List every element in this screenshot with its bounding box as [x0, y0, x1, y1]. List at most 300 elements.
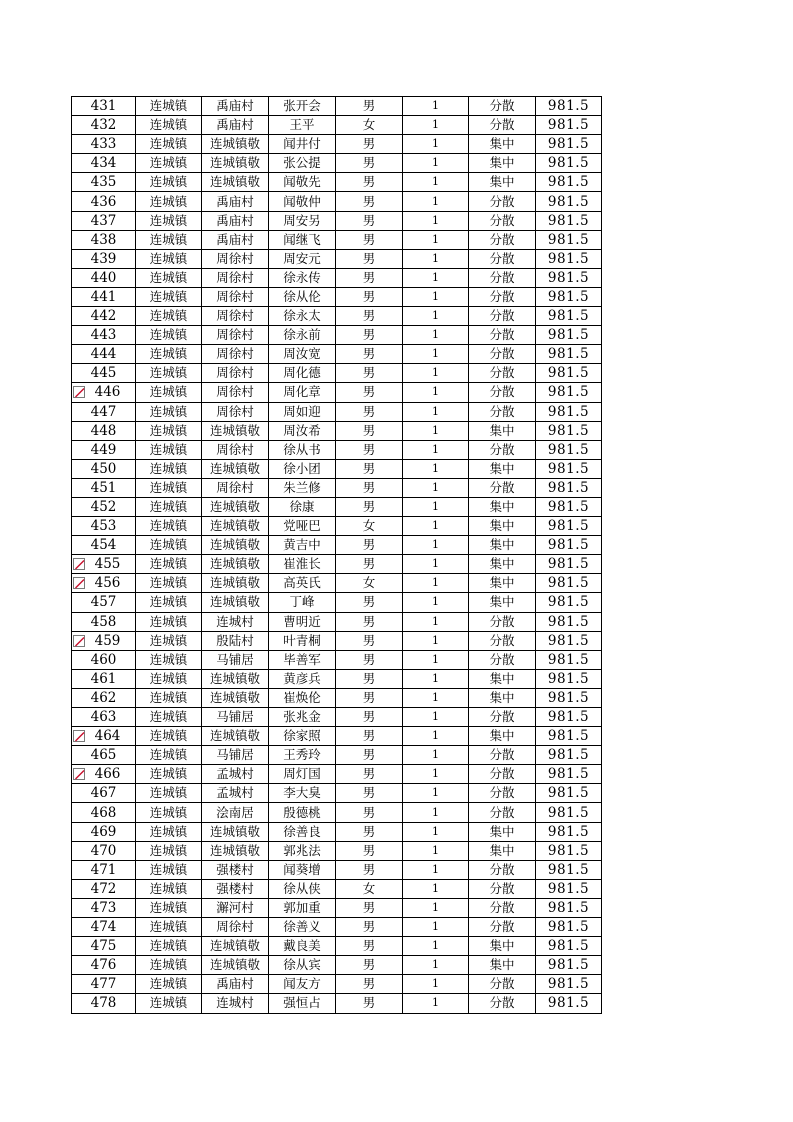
table-row	[72, 478, 602, 497]
village-cell: 殷陆村	[202, 631, 269, 650]
row-number-cell	[72, 765, 136, 784]
town-cell: 连城镇	[136, 135, 202, 154]
village-cell: 周徐村	[202, 287, 269, 306]
table-row	[72, 860, 602, 879]
count-cell: 1	[403, 116, 469, 135]
support-type-cell: 集中	[469, 459, 536, 478]
row-number-label: 456	[94, 575, 121, 592]
support-type-cell: 集中	[469, 669, 536, 688]
town-cell: 连城镇	[136, 879, 202, 898]
town-cell: 连城镇	[136, 536, 202, 555]
village-cell: 孟城村	[202, 784, 269, 803]
row-number-cell	[72, 574, 136, 593]
count-cell: 1	[403, 727, 469, 746]
support-type-cell: 分散	[469, 345, 536, 364]
amount-cell: 981.5	[536, 841, 602, 860]
table-row	[72, 211, 602, 230]
count-cell: 1	[403, 669, 469, 688]
table-row	[72, 898, 602, 917]
village-cell: 连城镇敬	[202, 154, 269, 173]
name-cell: 周安另	[269, 211, 336, 230]
amount-cell: 981.5	[536, 708, 602, 727]
support-type-cell: 分散	[469, 249, 536, 268]
town-cell: 连城镇	[136, 860, 202, 879]
support-type-cell: 分散	[469, 746, 536, 765]
support-type-cell: 集中	[469, 135, 536, 154]
count-cell: 1	[403, 364, 469, 383]
sex-cell: 男	[336, 669, 403, 688]
comment-marker-icon[interactable]	[73, 386, 85, 398]
sex-cell: 男	[336, 173, 403, 192]
count-cell: 1	[403, 268, 469, 287]
sex-cell: 男	[336, 765, 403, 784]
sex-cell: 男	[336, 612, 403, 631]
row-number-cell: 449	[72, 440, 136, 459]
amount-cell: 981.5	[536, 746, 602, 765]
table-row	[72, 440, 602, 459]
village-cell: 连城镇敬	[202, 421, 269, 440]
count-cell: 1	[403, 97, 469, 116]
name-cell: 郭兆法	[269, 841, 336, 860]
name-cell: 周安元	[269, 249, 336, 268]
sex-cell: 男	[336, 898, 403, 917]
amount-cell: 981.5	[536, 536, 602, 555]
row-number-cell: 453	[72, 517, 136, 536]
row-number-cell: 452	[72, 497, 136, 516]
count-cell: 1	[403, 593, 469, 612]
row-number-cell: 461	[72, 669, 136, 688]
row-number-cell: 451	[72, 478, 136, 497]
amount-cell: 981.5	[536, 497, 602, 516]
village-cell: 周徐村	[202, 326, 269, 345]
sex-cell: 女	[336, 116, 403, 135]
row-number-label: 464	[94, 728, 121, 745]
sex-cell: 女	[336, 574, 403, 593]
town-cell: 连城镇	[136, 841, 202, 860]
count-cell: 1	[403, 402, 469, 421]
village-cell: 马铺居	[202, 746, 269, 765]
support-type-cell: 分散	[469, 860, 536, 879]
amount-cell: 981.5	[536, 459, 602, 478]
support-type-cell: 分散	[469, 898, 536, 917]
row-number-cell	[72, 383, 136, 402]
amount-cell: 981.5	[536, 574, 602, 593]
sex-cell: 男	[336, 97, 403, 116]
count-cell: 1	[403, 937, 469, 956]
amount-cell: 981.5	[536, 421, 602, 440]
town-cell: 连城镇	[136, 727, 202, 746]
row-number-cell: 448	[72, 421, 136, 440]
row-number-cell: 477	[72, 975, 136, 994]
support-type-cell: 分散	[469, 994, 536, 1013]
table-row	[72, 345, 602, 364]
count-cell: 1	[403, 154, 469, 173]
count-cell: 1	[403, 497, 469, 516]
row-number-cell: 431	[72, 97, 136, 116]
row-number-label: 466	[94, 766, 121, 783]
name-cell: 徐善义	[269, 918, 336, 937]
village-cell: 澥河村	[202, 898, 269, 917]
village-cell: 连城镇敬	[202, 135, 269, 154]
amount-cell: 981.5	[536, 784, 602, 803]
amount-cell: 981.5	[536, 383, 602, 402]
sex-cell: 男	[336, 307, 403, 326]
village-cell: 连城村	[202, 994, 269, 1013]
support-type-cell: 分散	[469, 650, 536, 669]
name-cell: 毕善军	[269, 650, 336, 669]
name-cell: 党哑巴	[269, 517, 336, 536]
row-number-label: 455	[94, 556, 121, 573]
name-cell: 闻继飞	[269, 230, 336, 249]
table-row	[72, 574, 602, 593]
count-cell: 1	[403, 650, 469, 669]
table-row	[72, 803, 602, 822]
amount-cell: 981.5	[536, 727, 602, 746]
sex-cell: 男	[336, 459, 403, 478]
row-number-cell: 468	[72, 803, 136, 822]
row-number-cell	[72, 727, 136, 746]
table-row	[72, 841, 602, 860]
row-number-cell: 443	[72, 326, 136, 345]
table-row	[72, 593, 602, 612]
name-cell: 徐善良	[269, 822, 336, 841]
support-type-cell: 分散	[469, 975, 536, 994]
amount-cell: 981.5	[536, 287, 602, 306]
name-cell: 徐小团	[269, 459, 336, 478]
town-cell: 连城镇	[136, 364, 202, 383]
support-type-cell: 集中	[469, 841, 536, 860]
village-cell: 周徐村	[202, 383, 269, 402]
village-cell: 连城镇敬	[202, 536, 269, 555]
sex-cell: 男	[336, 287, 403, 306]
support-type-cell: 集中	[469, 593, 536, 612]
village-cell: 连城镇敬	[202, 669, 269, 688]
name-cell: 徐康	[269, 497, 336, 516]
town-cell: 连城镇	[136, 154, 202, 173]
sex-cell: 男	[336, 650, 403, 669]
name-cell: 徐从书	[269, 440, 336, 459]
row-number-label: 459	[94, 632, 121, 649]
table-row	[72, 268, 602, 287]
town-cell: 连城镇	[136, 822, 202, 841]
count-cell: 1	[403, 192, 469, 211]
table-row	[72, 116, 602, 135]
amount-cell: 981.5	[536, 116, 602, 135]
row-number-cell: 433	[72, 135, 136, 154]
sex-cell: 男	[336, 211, 403, 230]
row-number-cell: 476	[72, 956, 136, 975]
amount-cell: 981.5	[536, 364, 602, 383]
table-row	[72, 555, 602, 574]
row-number-cell: 462	[72, 688, 136, 707]
table-row	[72, 975, 602, 994]
village-cell: 连城镇敬	[202, 841, 269, 860]
count-cell: 1	[403, 326, 469, 345]
table-row	[72, 173, 602, 192]
row-number-cell: 465	[72, 746, 136, 765]
table-row	[72, 669, 602, 688]
table-row	[72, 631, 602, 650]
support-type-cell: 集中	[469, 937, 536, 956]
row-number-cell: 473	[72, 898, 136, 917]
village-cell: 周徐村	[202, 440, 269, 459]
village-cell: 周徐村	[202, 307, 269, 326]
count-cell: 1	[403, 307, 469, 326]
table-row	[72, 918, 602, 937]
town-cell: 连城镇	[136, 249, 202, 268]
count-cell: 1	[403, 478, 469, 497]
comment-marker-icon[interactable]	[73, 577, 85, 589]
table-row	[72, 765, 602, 784]
name-cell: 张公提	[269, 154, 336, 173]
support-type-cell: 分散	[469, 765, 536, 784]
row-number-cell: 474	[72, 918, 136, 937]
sex-cell: 男	[336, 956, 403, 975]
row-number-cell: 478	[72, 994, 136, 1013]
name-cell: 闻井付	[269, 135, 336, 154]
comment-marker-icon[interactable]	[73, 558, 85, 570]
village-cell: 连城镇敬	[202, 574, 269, 593]
row-number-cell	[72, 555, 136, 574]
table-row	[72, 154, 602, 173]
village-cell: 周徐村	[202, 402, 269, 421]
table-row	[72, 994, 602, 1013]
sex-cell: 男	[336, 937, 403, 956]
count-cell: 1	[403, 822, 469, 841]
table-row	[72, 364, 602, 383]
amount-cell: 981.5	[536, 879, 602, 898]
count-cell: 1	[403, 612, 469, 631]
count-cell: 1	[403, 383, 469, 402]
amount-cell: 981.5	[536, 631, 602, 650]
amount-cell: 981.5	[536, 612, 602, 631]
amount-cell: 981.5	[536, 154, 602, 173]
amount-cell: 981.5	[536, 192, 602, 211]
row-number-cell: 475	[72, 937, 136, 956]
support-type-cell: 分散	[469, 364, 536, 383]
support-type-cell: 集中	[469, 574, 536, 593]
town-cell: 连城镇	[136, 994, 202, 1013]
village-cell: 禹庙村	[202, 211, 269, 230]
name-cell: 戴良美	[269, 937, 336, 956]
count-cell: 1	[403, 879, 469, 898]
amount-cell: 981.5	[536, 268, 602, 287]
sex-cell: 男	[336, 994, 403, 1013]
count-cell: 1	[403, 440, 469, 459]
count-cell: 1	[403, 173, 469, 192]
count-cell: 1	[403, 975, 469, 994]
table-row	[72, 230, 602, 249]
comment-marker-icon[interactable]	[73, 635, 85, 647]
amount-cell: 981.5	[536, 440, 602, 459]
amount-cell: 981.5	[536, 956, 602, 975]
village-cell: 禹庙村	[202, 230, 269, 249]
row-number-cell: 434	[72, 154, 136, 173]
town-cell: 连城镇	[136, 230, 202, 249]
name-cell: 闻友方	[269, 975, 336, 994]
support-type-cell: 集中	[469, 822, 536, 841]
support-type-cell: 分散	[469, 230, 536, 249]
name-cell: 徐从宾	[269, 956, 336, 975]
village-cell: 周徐村	[202, 918, 269, 937]
row-number-cell: 438	[72, 230, 136, 249]
row-number-cell: 470	[72, 841, 136, 860]
support-type-cell: 分散	[469, 383, 536, 402]
row-number-cell: 439	[72, 249, 136, 268]
count-cell: 1	[403, 898, 469, 917]
village-cell: 连城镇敬	[202, 688, 269, 707]
village-cell: 连城镇敬	[202, 173, 269, 192]
village-cell: 强楼村	[202, 860, 269, 879]
village-cell: 禹庙村	[202, 116, 269, 135]
table-row	[72, 307, 602, 326]
sex-cell: 男	[336, 230, 403, 249]
count-cell: 1	[403, 249, 469, 268]
table-row	[72, 383, 602, 402]
name-cell: 崔淮长	[269, 555, 336, 574]
town-cell: 连城镇	[136, 593, 202, 612]
village-cell: 周徐村	[202, 345, 269, 364]
support-type-cell: 分散	[469, 803, 536, 822]
comment-marker-icon[interactable]	[73, 730, 85, 742]
support-type-cell: 集中	[469, 555, 536, 574]
count-cell: 1	[403, 345, 469, 364]
town-cell: 连城镇	[136, 898, 202, 917]
village-cell: 周徐村	[202, 268, 269, 287]
amount-cell: 981.5	[536, 898, 602, 917]
count-cell: 1	[403, 841, 469, 860]
name-cell: 王平	[269, 116, 336, 135]
support-type-cell: 分散	[469, 631, 536, 650]
village-cell: 连城镇敬	[202, 937, 269, 956]
support-type-cell: 集中	[469, 727, 536, 746]
name-cell: 郭加重	[269, 898, 336, 917]
table-row	[72, 421, 602, 440]
town-cell: 连城镇	[136, 650, 202, 669]
count-cell: 1	[403, 994, 469, 1013]
sex-cell: 男	[336, 421, 403, 440]
village-cell: 连城镇敬	[202, 593, 269, 612]
table-row	[72, 517, 602, 536]
name-cell: 徐从侠	[269, 879, 336, 898]
town-cell: 连城镇	[136, 402, 202, 421]
sex-cell: 男	[336, 478, 403, 497]
amount-cell: 981.5	[536, 822, 602, 841]
count-cell: 1	[403, 631, 469, 650]
village-cell: 连城村	[202, 612, 269, 631]
row-number-cell: 432	[72, 116, 136, 135]
sex-cell: 男	[336, 402, 403, 421]
table-row	[72, 135, 602, 154]
count-cell: 1	[403, 765, 469, 784]
amount-cell: 981.5	[536, 478, 602, 497]
sex-cell: 男	[336, 918, 403, 937]
name-cell: 黄彦兵	[269, 669, 336, 688]
count-cell: 1	[403, 459, 469, 478]
town-cell: 连城镇	[136, 631, 202, 650]
sex-cell: 男	[336, 822, 403, 841]
sex-cell: 男	[336, 555, 403, 574]
support-type-cell: 集中	[469, 688, 536, 707]
support-type-cell: 集中	[469, 173, 536, 192]
amount-cell: 981.5	[536, 688, 602, 707]
table-row	[72, 192, 602, 211]
support-type-cell: 分散	[469, 287, 536, 306]
support-type-cell: 分散	[469, 440, 536, 459]
table-row	[72, 402, 602, 421]
table-row	[72, 650, 602, 669]
town-cell: 连城镇	[136, 173, 202, 192]
row-number-cell: 450	[72, 459, 136, 478]
records-table-body	[72, 97, 602, 1014]
village-cell: 连城镇敬	[202, 459, 269, 478]
table-row	[72, 937, 602, 956]
village-cell: 禹庙村	[202, 192, 269, 211]
comment-marker-icon[interactable]	[73, 768, 85, 780]
name-cell: 周汝宽	[269, 345, 336, 364]
support-type-cell: 分散	[469, 612, 536, 631]
town-cell: 连城镇	[136, 517, 202, 536]
sex-cell: 男	[336, 841, 403, 860]
table-row	[72, 249, 602, 268]
name-cell: 徐永前	[269, 326, 336, 345]
amount-cell: 981.5	[536, 860, 602, 879]
row-number-cell: 437	[72, 211, 136, 230]
support-type-cell: 分散	[469, 784, 536, 803]
town-cell: 连城镇	[136, 669, 202, 688]
count-cell: 1	[403, 708, 469, 727]
village-cell: 连城镇敬	[202, 956, 269, 975]
village-cell: 连城镇敬	[202, 555, 269, 574]
support-type-cell: 分散	[469, 97, 536, 116]
name-cell: 丁峰	[269, 593, 336, 612]
town-cell: 连城镇	[136, 746, 202, 765]
village-cell: 周徐村	[202, 478, 269, 497]
row-number-cell: 440	[72, 268, 136, 287]
row-number-cell: 469	[72, 822, 136, 841]
town-cell: 连城镇	[136, 326, 202, 345]
count-cell: 1	[403, 230, 469, 249]
name-cell: 周汝希	[269, 421, 336, 440]
village-cell: 周徐村	[202, 364, 269, 383]
row-number-cell: 457	[72, 593, 136, 612]
sex-cell: 男	[336, 326, 403, 345]
name-cell: 朱兰修	[269, 478, 336, 497]
sex-cell: 男	[336, 192, 403, 211]
amount-cell: 981.5	[536, 650, 602, 669]
town-cell: 连城镇	[136, 383, 202, 402]
support-type-cell: 分散	[469, 307, 536, 326]
support-type-cell: 分散	[469, 879, 536, 898]
table-row	[72, 822, 602, 841]
village-cell: 连城镇敬	[202, 727, 269, 746]
row-number-cell: 447	[72, 402, 136, 421]
count-cell: 1	[403, 784, 469, 803]
count-cell: 1	[403, 746, 469, 765]
name-cell: 徐永太	[269, 307, 336, 326]
town-cell: 连城镇	[136, 192, 202, 211]
support-type-cell: 分散	[469, 326, 536, 345]
name-cell: 高英氏	[269, 574, 336, 593]
name-cell: 徐家照	[269, 727, 336, 746]
name-cell: 闻敬先	[269, 173, 336, 192]
name-cell: 徐永传	[269, 268, 336, 287]
row-number-cell: 472	[72, 879, 136, 898]
sex-cell: 女	[336, 879, 403, 898]
village-cell: 连城镇敬	[202, 497, 269, 516]
sex-cell: 男	[336, 688, 403, 707]
table-row	[72, 326, 602, 345]
